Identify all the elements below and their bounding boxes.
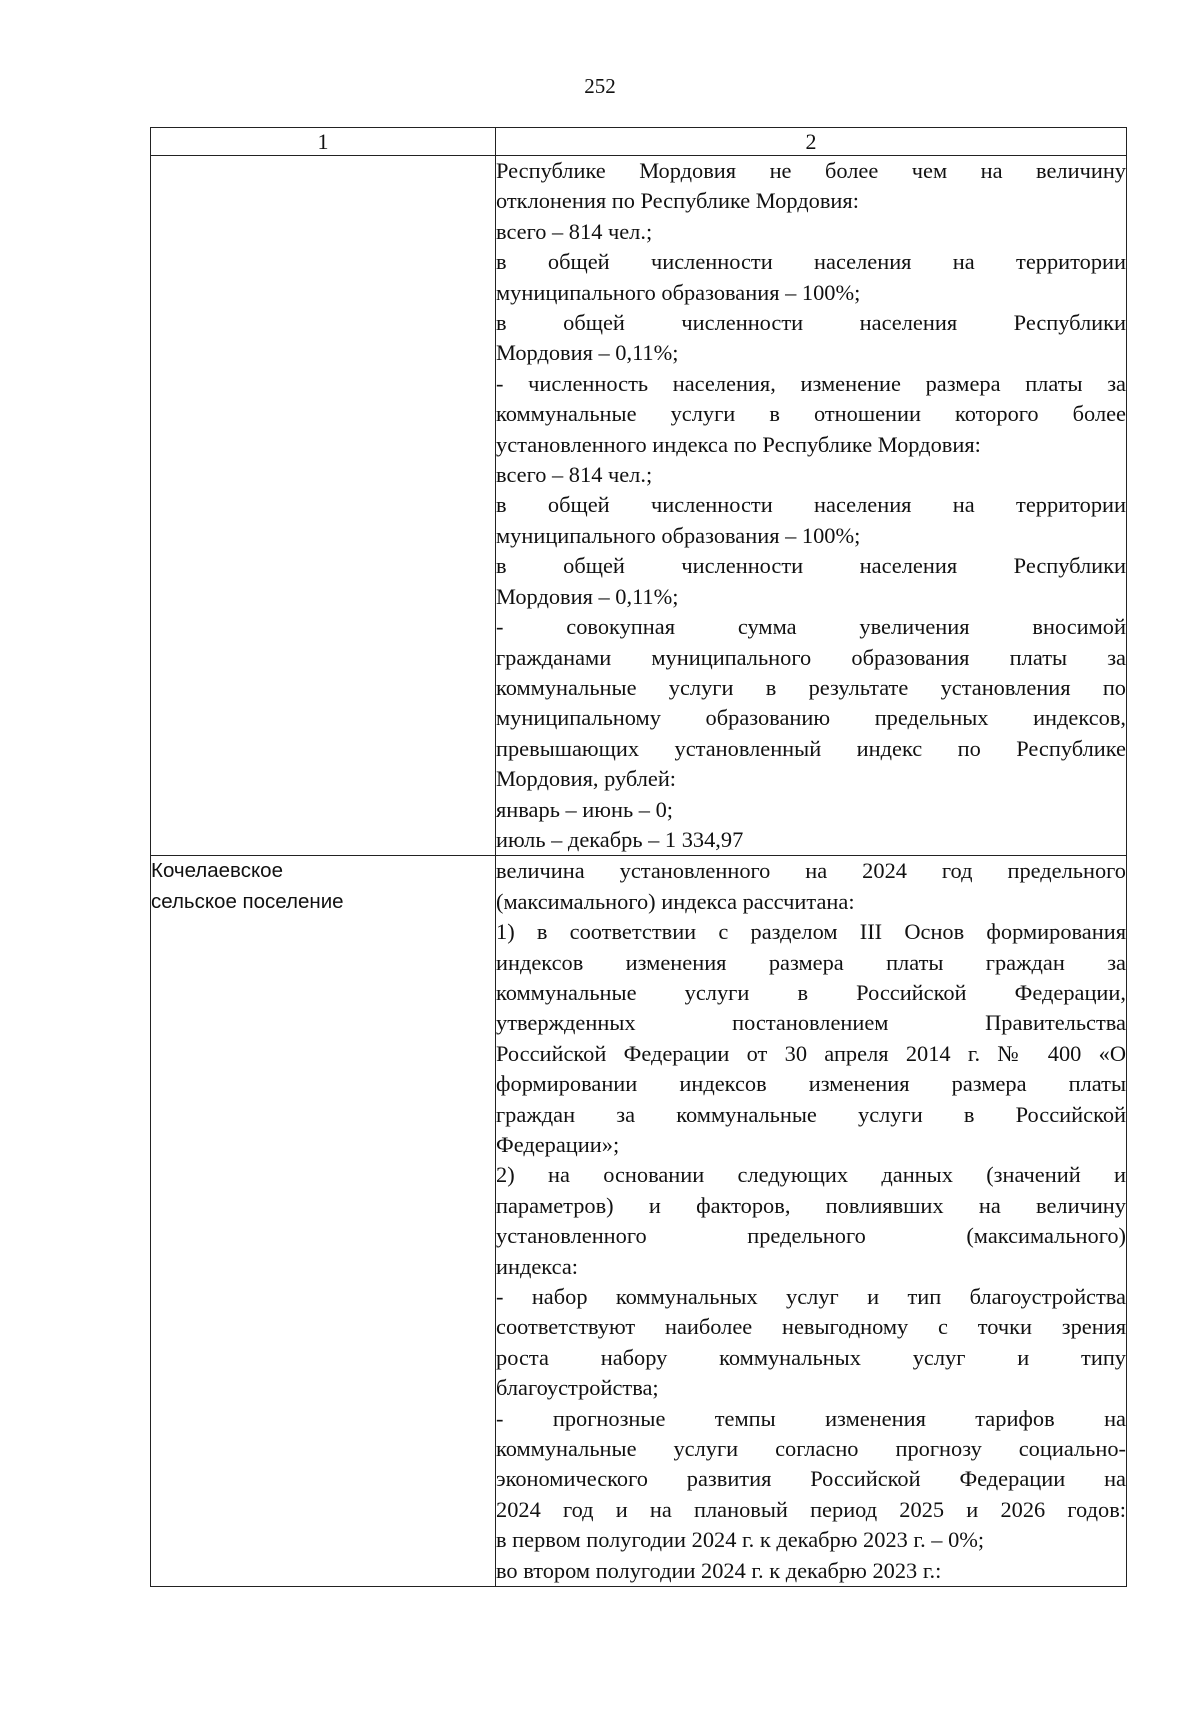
table-header-row [151, 128, 1127, 156]
text-line: - совокупная сумма увеличения вносимой [496, 614, 1126, 640]
municipality-cell [151, 156, 496, 856]
text-line: 2) на основании следующих данных (значений и [496, 1162, 1126, 1188]
text-line: муниципального образования – 100%; [496, 279, 861, 305]
text-line: установленного предельного (максимального) [496, 1223, 1126, 1249]
text-line: - численность населения, изменение размера платы за [496, 370, 1126, 396]
text-line: муниципального образования – 100%; [496, 522, 861, 548]
text-line: в общей численности населения Республики [496, 310, 1126, 336]
text-line: в общей численности населения на территории [496, 249, 1126, 275]
municipality-name-line: Кочелаевское [151, 859, 283, 883]
text-line: экономического развития Российской Федерации на [496, 1466, 1126, 1492]
data-table [150, 127, 1127, 1587]
text-line: отклонения по Республике Мордовия: [496, 188, 859, 214]
text-line: Мордовия, рублей: [496, 766, 677, 792]
text-line: июль – декабрь – 1 334,97 [496, 826, 744, 852]
text-line: в общей численности населения на территории [496, 492, 1126, 518]
text-line: Мордовия – 0,11%; [496, 583, 679, 609]
text-line: в общей численности населения Республики [496, 553, 1126, 579]
municipality-cell [151, 856, 496, 1587]
column-header-2: 2 [496, 128, 1127, 156]
text-line: граждан за коммунальные услуги в Российской [496, 1101, 1126, 1127]
text-line: установленного индекса по Республике Мордовия: [496, 431, 981, 457]
text-line: (максимального) индекса рассчитана: [496, 888, 855, 914]
text-line: превышающих установленный индекс по Республике [496, 735, 1126, 761]
text-line: Мордовия – 0,11%; [496, 340, 679, 366]
text-line: соответствуют наиболее невыгодному с точки зрения [496, 1314, 1126, 1340]
text-line: Республике Мордовия не более чем на величину [496, 158, 1126, 183]
text-line: муниципальному образованию предельных индексов, [496, 705, 1126, 731]
text-line: во втором полугодии 2024 г. к декабрю 2023 г.: [496, 1557, 942, 1583]
text-line: всего – 814 чел.; [496, 462, 653, 488]
text-line: величина установленного на 2024 год предельного [496, 858, 1126, 884]
municipality-name-line: сельское поселение [151, 889, 344, 913]
description-cell [496, 856, 1127, 1587]
text-line: 1) в соответствии с разделом III Основ формирования [496, 919, 1126, 945]
page-number: 252 [584, 74, 616, 98]
column-header-1: 1 [151, 128, 496, 156]
text-line: коммунальные услуги в результате установления по [496, 674, 1126, 700]
text-line: роста набору коммунальных услуг и типу [496, 1344, 1126, 1370]
text-line: Федерации»; [496, 1132, 620, 1157]
table-row [151, 156, 1127, 856]
text-line: индексов изменения размера платы граждан за [496, 949, 1126, 975]
text-line: - набор коммунальных услуг и тип благоустройства [496, 1284, 1126, 1310]
text-line: - прогнозные темпы изменения тарифов на [496, 1405, 1126, 1431]
text-line: параметров) и факторов, повлиявших на величину [496, 1192, 1126, 1218]
text-line: в первом полугодии 2024 г. к декабрю 2023 г. – 0%; [496, 1527, 985, 1553]
text-line: благоустройства; [496, 1375, 659, 1401]
text-line: коммунальные услуги согласно прогнозу социально- [496, 1436, 1126, 1462]
text-line: коммунальные услуги в отношении которого более [496, 401, 1126, 427]
text-line: формировании индексов изменения размера платы [496, 1071, 1126, 1097]
description-cell [496, 156, 1127, 856]
text-line: всего – 814 чел.; [496, 218, 653, 244]
text-line: январь – июнь – 0; [496, 796, 674, 822]
text-line: коммунальные услуги в Российской Федерации, [496, 979, 1126, 1005]
text-line: индекса: [496, 1253, 578, 1279]
text-line: утвержденных постановлением Правительства [496, 1010, 1126, 1036]
table-row [151, 856, 1127, 1587]
text-line: 2024 год и на плановый период 2025 и 2026 годов: [496, 1496, 1126, 1522]
text-line: гражданами муниципального образования платы за [496, 644, 1126, 670]
text-line: Российской Федерации от 30 апреля 2014 г. № 400 «О [496, 1040, 1126, 1066]
